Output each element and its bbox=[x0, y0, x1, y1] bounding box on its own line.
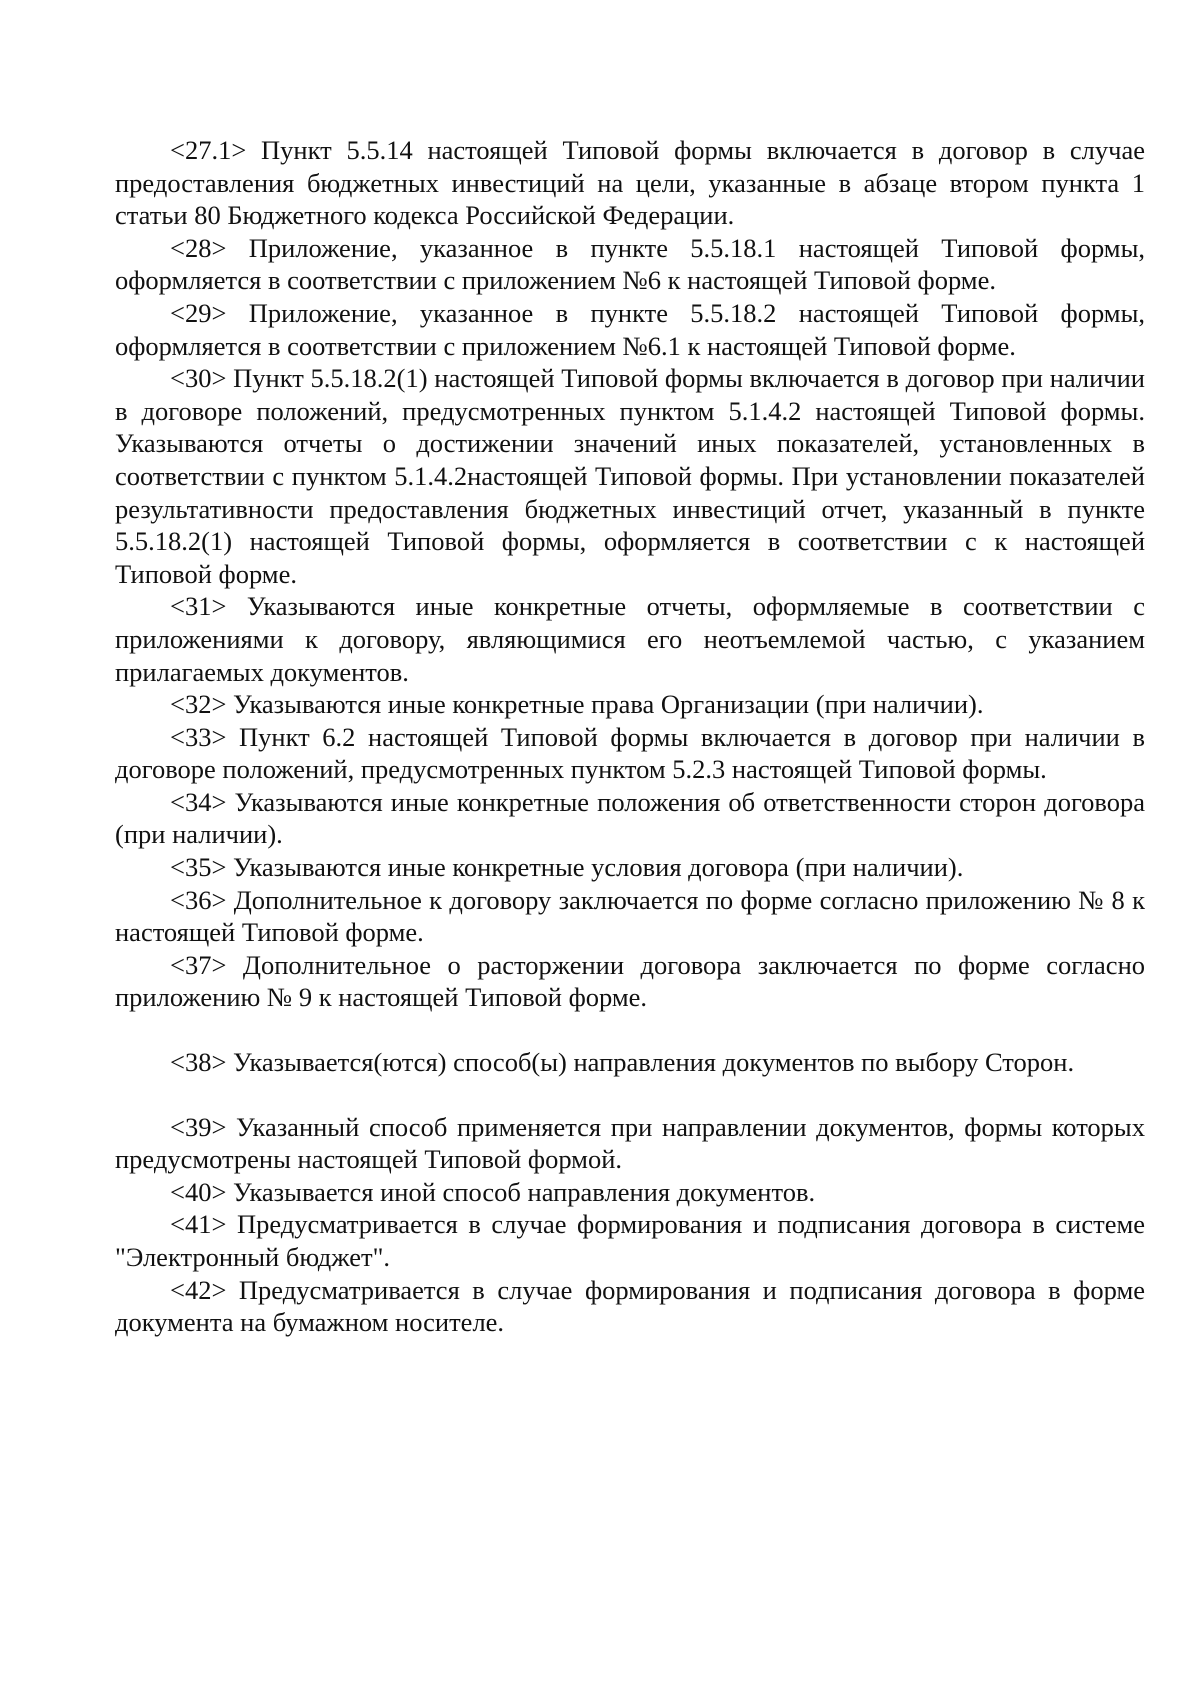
footnote-37: <37> Дополнительное о расторжении договора заключается по форме согласно приложению № 9 к настоящей Типовой форме. bbox=[115, 949, 1145, 1013]
footnote-42: <42> Предусматривается в случае формирования и подписания договора в форме документа на бумажном носителе. bbox=[115, 1274, 1145, 1338]
footnote-36: <36> Дополнительное к договору заключается по форме согласно приложению № 8 к настоящей Типовой форме. bbox=[115, 884, 1145, 948]
footnote-40: <40> Указывается иной способ направления документов. bbox=[170, 1176, 816, 1207]
footnote-41: <41> Предусматривается в случае формирования и подписания договора в системе "Электронный бюджет". bbox=[115, 1209, 1145, 1272]
footnote-31: <31> Указываются иные конкретные отчеты, оформляемые в соответствии с приложениями к договору, являющимися его неотъемлемой частью, с указанием прилагаемых документов. bbox=[115, 591, 1145, 687]
footnote-28: <28> Приложение, указанное в пункте 5.5.18.1 настоящей Типовой формы, оформляется в соответствии с приложением №6 к настоящей Типовой форме. bbox=[115, 232, 1145, 296]
footnote-30: <30> Пункт 5.5.18.2(1) настоящей Типовой формы включается в договор при наличии в договоре положений, предусмотренных пунктом 5.1.4.2 настоящей Типовой формы. Указываются отчеты о достижении значений иных показателей, установленных в соответствии с пунктом 5.1.4.2настоящей Типовой формы. При установлении показателей результативности предоставления бюджетных инвестиций отчет, указанный в пункте 5.5.18.2(1) настоящей Типовой формы, оформляется в соответствии с к настоящей Типовой форме. bbox=[115, 363, 1145, 589]
footnote-39: <39> Указанный способ применяется при направлении документов, формы которых предусмотрены настоящей Типовой формой. bbox=[115, 1111, 1145, 1175]
footnote-34: <34> Указываются иные конкретные положения об ответственности сторон договора (при наличии). bbox=[115, 786, 1145, 850]
footnote-33: <33> Пункт 6.2 настоящей Типовой формы включается в договор при наличии в договоре положений, предусмотренных пунктом 5.2.3 настоящей Типовой формы. bbox=[115, 721, 1145, 785]
footnote-35: <35> Указываются иные конкретные условия договора (при наличии). bbox=[170, 852, 964, 883]
footnote-29: <29> Приложение, указанное в пункте 5.5.18.2 настоящей Типовой формы, оформляется в соответствии с приложением №6.1 к настоящей Типовой форме. bbox=[115, 297, 1145, 361]
footnote-38: <38> Указывается(ются) способ(ы) направления документов по выбору Сторон. bbox=[170, 1047, 1075, 1078]
footnote-32: <32> Указываются иные конкретные права Организации (при наличии). bbox=[170, 689, 984, 720]
footnotes-page bbox=[115, 134, 1145, 1339]
footnote-27-1: <27.1> Пункт 5.5.14 настоящей Типовой формы включается в договор в случае предоставления бюджетных инвестиций на цели, указанные в абзаце втором пункта 1 статьи 80 Бюджетного кодекса Российской Федерации. bbox=[115, 135, 1145, 231]
